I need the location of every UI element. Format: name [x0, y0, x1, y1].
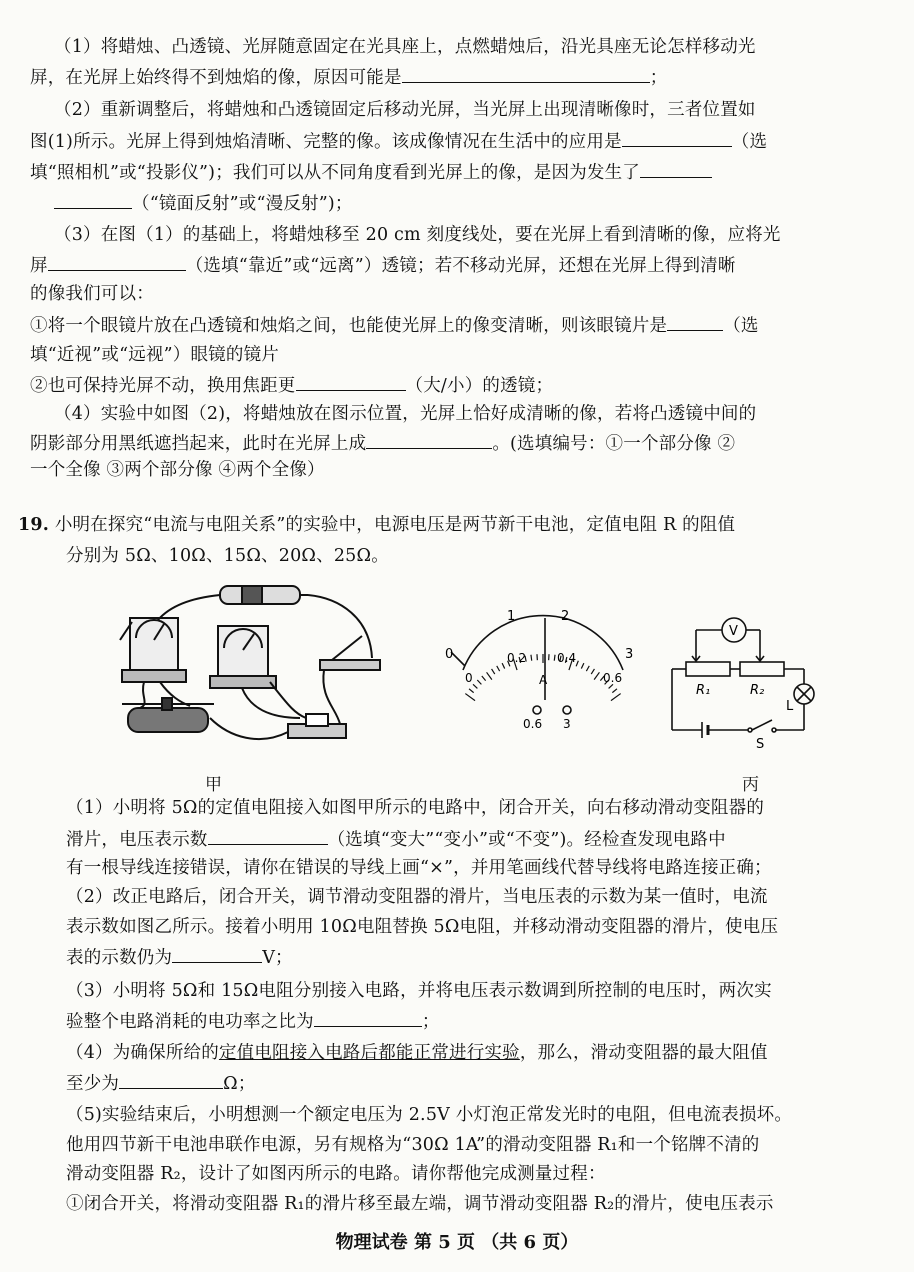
figure-jia-circuit-photo — [110, 578, 400, 768]
q18-part2-line3: 填“照相机”或“投影仪”)；我们可以从不同角度看到光屏上的像，是因为发生了 — [30, 161, 712, 184]
answer-blank — [402, 66, 650, 83]
scale-bottom-0.6: 0.6 — [603, 671, 623, 685]
ammeter-tick — [531, 655, 532, 661]
answer-blank — [54, 192, 132, 209]
q19-intro-line2: 分别为 5Ω、10Ω、15Ω、20Ω、25Ω。 — [66, 546, 389, 566]
answer-blank — [119, 1072, 223, 1089]
q19-s1-line1: （1）小明将 5Ω的定值电阻接入如图甲所示的电路中，闭合开关，向右移动滑动变阻器的 — [66, 798, 765, 818]
ammeter-tick — [469, 689, 474, 693]
ammeter-tick — [554, 655, 555, 661]
q19-s4-line2: 至少为 Ω； — [66, 1074, 256, 1094]
ammeter-unit: A — [539, 673, 548, 687]
q18-part1-line2: 屏，在光屏上始终得不到烛焰的像，原因可能是 ； — [30, 68, 668, 88]
figure-yi-ammeter-dial — [435, 600, 650, 740]
ammeter-tick — [581, 663, 584, 668]
ammeter-tick — [576, 661, 578, 667]
ammeter-tick — [612, 689, 617, 693]
q18-part2-line1: （2）重新调整后，将蜡烛和凸透镜固定后移动光屏，当光屏上出现清晰像时，三者位置如 — [54, 100, 756, 120]
scale-top-1: 1 — [507, 609, 516, 624]
ammeter-tick — [586, 666, 589, 671]
q18-part3-line4: ①将一个眼镜片放在凸透镜和烛焰之间，也能使光屏上的像变清晰，则该眼镜片是 （选 — [30, 316, 759, 336]
scale-top-3: 3 — [625, 647, 634, 662]
q18-part3-line1: （3）在图（1）的基础上，将蜡烛移至 20 cm 刻度线处，要在光屏上看到清晰的像，应将光 — [54, 225, 781, 245]
ammeter-tick — [487, 672, 492, 679]
figure-jia-label: 甲 — [205, 775, 222, 795]
ammeter-tick — [591, 669, 594, 674]
answer-blank — [640, 161, 712, 178]
ammeter-tick — [502, 663, 505, 668]
ammeter-tick — [465, 694, 475, 701]
r1-label: R₁ — [696, 683, 711, 698]
terminal-0.6: 0.6 — [523, 717, 543, 731]
q19-s3-line2: 验整个电路消耗的电功率之比为 ； — [66, 1012, 440, 1032]
lamp-label: L — [786, 699, 794, 714]
q18-part2-line2: 图(1)所示。光屏上得到烛焰清晰、完整的像。该成像情况在生活中的应用是 （选 — [30, 132, 768, 152]
ammeter-tick — [477, 680, 481, 684]
q19-s3-line1: （3）小明将 5Ω和 15Ω电阻分别接入电路，并将电压表示数调到所控制的电压时，两次实 — [66, 981, 772, 1001]
answer-blank — [622, 130, 732, 147]
ammeter-tick — [497, 666, 500, 671]
q19-s5-line4: ①闭合开关，将滑动变阻器 R₁的滑片移至最左端，调节滑动变阻器 R₂的滑片，使电压表示 — [66, 1194, 774, 1214]
q19-s4-line1: （4）为确保所给的定值电阻接入电路后都能正常进行实验，那么，滑动变阻器的最大阻值 — [66, 1043, 768, 1063]
q18-part3-line3: 的像我们可以： — [30, 284, 154, 304]
terminal-3: 3 — [563, 717, 571, 731]
ammeter-tick — [482, 676, 486, 681]
q19-s1-line2: 滑片，电压表示数 （选填“变大”“变小”或“不变”)。经检查发现电路中 — [66, 830, 726, 850]
ammeter-tick — [492, 669, 495, 674]
scale-bottom-0.2: 0.2 — [507, 651, 527, 665]
scale-bottom-0.4: 0.4 — [557, 651, 577, 665]
q19-s5-line3: 滑动变阻器 R₂，设计了如图丙所示的电路。请你帮他完成测量过程： — [66, 1164, 606, 1184]
switch-label: S — [756, 737, 765, 752]
answer-blank — [208, 828, 328, 845]
q18-part4-line1: （4）实验中如图（2)，将蜡烛放在图示位置，光屏上恰好成清晰的像，若将凸透镜中间的 — [54, 404, 757, 424]
answer-blank — [366, 432, 492, 449]
q19-s1-line3: 有一根导线连接错误，请你在错误的导线上画“×”，并用笔画线代替导线将电路连接正确； — [66, 858, 772, 878]
answer-blank — [314, 1010, 422, 1027]
answer-blank — [172, 946, 262, 963]
scale-top-0: 0 — [445, 647, 454, 662]
ammeter-tick — [611, 694, 621, 701]
q18-part4-line2: 阴影部分用黑纸遮挡起来，此时在光屏上成 。(选填编号：①一个部分像 ② — [30, 434, 736, 454]
figure-bing-label: 丙 — [742, 775, 759, 795]
scale-top-2: 2 — [561, 609, 570, 624]
q18-part1-line1: （1）将蜡烛、凸透镜、光屏随意固定在光具座上，点燃蜡烛后，沿光具座无论怎样移动光 — [54, 37, 756, 57]
answer-blank — [296, 374, 406, 391]
q19-s2-line2: 表示数如图乙所示。接着小明用 10Ω电阻替换 5Ω电阻，并移动滑动变阻器的滑片，使电压 — [66, 917, 779, 937]
scale-bottom-0: 0 — [465, 671, 473, 685]
answer-blank — [48, 254, 186, 271]
page-footer: 物理试卷 第 5 页 （共 6 页） — [335, 1232, 579, 1253]
q18-part2-line4: （“镜面反射”或“漫反射”)； — [54, 192, 353, 215]
q19-s2-line1: （2）改正电路后，闭合开关，调节滑动变阻器的滑片，当电压表的示数为某一值时，电流 — [66, 887, 768, 907]
figure-bing-circuit-diagram — [668, 612, 838, 752]
voltmeter-label: V — [729, 624, 738, 639]
q19-s5-line1: （5)实验结束后，小明想测一个额定电压为 2.5V 小灯泡正常发光时的电阻，但电流表损坏。 — [66, 1105, 793, 1125]
q18-part3-line5: 填“近视”或“远视”）眼镜的镜片 — [30, 345, 279, 365]
q19-s5-line2: 他用四节新干电池串联作电源，另有规格为“30Ω 1A”的滑动变阻器 R₁和一个铭牌不清的 — [66, 1135, 760, 1155]
r2-label: R₂ — [750, 683, 765, 698]
q19-intro-line1: 19. 小明在探究“电流与电阻关系”的实验中，电源电压是两节新干电池，定值电阻 R 的阻值 — [18, 515, 736, 535]
q19-s2-line3: 表的示数仍为 V； — [66, 948, 293, 968]
q18-part3-line6: ②也可保持光屏不动，换用焦距更 （大/小）的透镜； — [30, 376, 554, 396]
answer-blank — [667, 314, 723, 331]
ammeter-tick — [594, 672, 599, 679]
ammeter-tick — [473, 684, 477, 688]
q18-part4-line3: 一个全像 ③两个部分像 ④两个全像） — [30, 460, 325, 480]
q18-part3-line2: 屏 （选填“靠近”或“远离”）透镜；若不移动光屏，还想在光屏上得到清晰 — [30, 256, 736, 276]
